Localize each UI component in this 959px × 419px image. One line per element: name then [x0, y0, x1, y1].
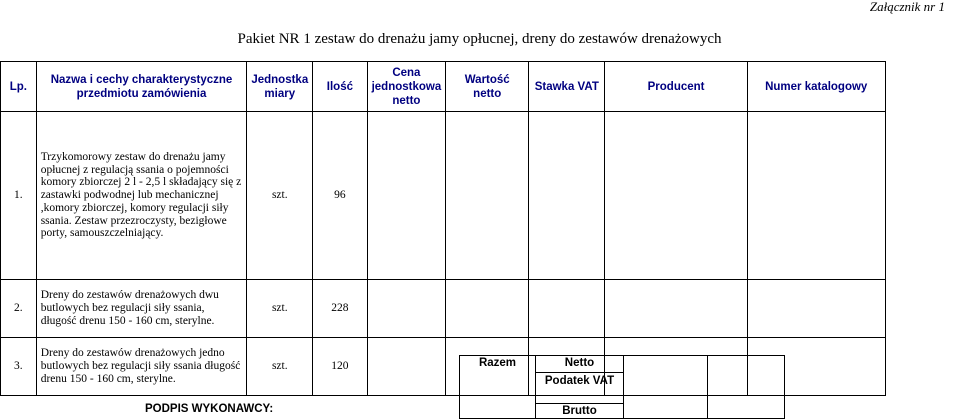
- header-net-value: Wartość netto: [446, 62, 529, 112]
- row-name: Dreny do zestawów drenażowych dwu butlowych bez regulacji siły ssania, długość drenu 150 - 160 cm, sterylne.: [36, 280, 247, 338]
- header-catalog: Numer katalogowy: [747, 62, 885, 112]
- summary-spacer: [785, 356, 935, 419]
- row-catalog: [747, 280, 885, 338]
- row-producer: [605, 280, 747, 338]
- row-qty: 96: [313, 112, 367, 280]
- attachment-label: Załącznik nr 1: [870, 0, 945, 15]
- summary-value-2: [708, 356, 785, 419]
- row-vat: [529, 280, 605, 338]
- row-catalog: [747, 112, 885, 280]
- summary-table: [459, 355, 935, 419]
- header-unit-price: Cena jednostkowa netto: [367, 62, 446, 112]
- summary-razem: Razem: [460, 356, 536, 419]
- row-unit-price: [367, 280, 446, 338]
- row-net-value: [446, 112, 529, 280]
- row-unit: szt.: [247, 112, 313, 280]
- row-unit-price: [367, 112, 446, 280]
- row-lp: 2.: [1, 280, 37, 338]
- row-vat: [529, 112, 605, 280]
- summary-podatek-vat: Podatek VAT: [536, 373, 623, 404]
- header-name: Nazwa i cechy charakterystyczne przedmiotu zamówienia: [36, 62, 247, 112]
- summary-brutto: Brutto: [536, 404, 623, 418]
- header-producer: Producent: [605, 62, 747, 112]
- table-row: [1, 280, 959, 338]
- row-lp: 3.: [1, 338, 37, 396]
- row-spacer: [885, 280, 959, 338]
- row-qty: 228: [313, 280, 367, 338]
- row-name: Dreny do zestawów drenażowych jedno butlowych bez regulacji siły ssania długość drenu 150 - 160 cm, sterylne.: [36, 338, 247, 396]
- row-producer: [605, 112, 747, 280]
- row-unit-price: [367, 338, 446, 396]
- summary-netto: Netto: [536, 356, 623, 373]
- header-vat: Stawka VAT: [529, 62, 605, 112]
- items-table: [0, 61, 959, 396]
- signature-label: PODPIS WYKONAWCY:: [145, 403, 273, 415]
- row-net-value: [446, 280, 529, 338]
- summary-labels: [536, 356, 624, 419]
- header-row: [1, 62, 959, 112]
- header-qty: Ilość: [313, 62, 367, 112]
- header-unit: Jednostka miary: [247, 62, 313, 112]
- summary-value-1: [624, 356, 708, 419]
- row-spacer: [885, 112, 959, 280]
- row-lp: 1.: [1, 112, 37, 280]
- row-name: Trzykomorowy zestaw do drenażu jamy opłucnej z regulacją ssania o pojemności komory zbiorczej 2 l - 2,5 l składający się z zastawki podwodnej lub mechanicznej ,komory zbiorczej, komory regulacji siły ssania. Zestaw przezroczysty, bezigłowe porty, samouszczelniający.: [36, 112, 247, 280]
- row-qty: 120: [313, 338, 367, 396]
- row-unit: szt.: [247, 280, 313, 338]
- table-row: [1, 112, 959, 280]
- row-unit: szt.: [247, 338, 313, 396]
- header-lp: Lp.: [1, 62, 37, 112]
- page-title: Pakiet NR 1 zestaw do drenażu jamy opłucnej, dreny do zestawów drenażowych: [0, 31, 959, 48]
- header-spacer: [885, 62, 959, 112]
